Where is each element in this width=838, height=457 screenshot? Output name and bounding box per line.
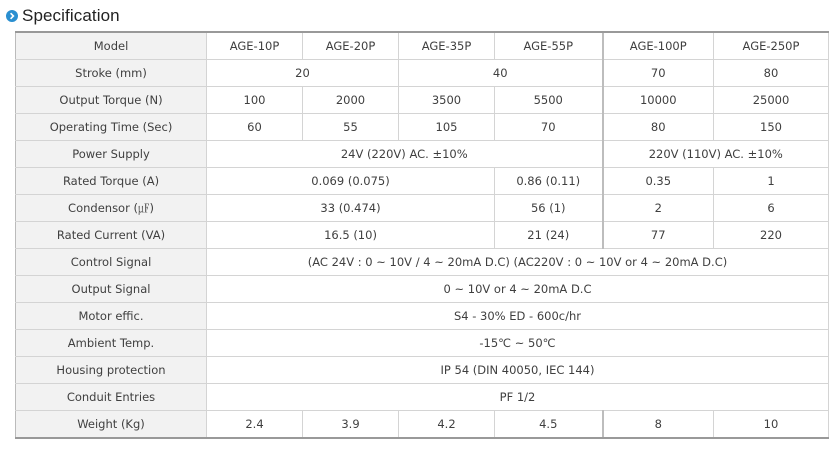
table-cell: -15℃ ~ 50℃	[207, 330, 829, 357]
row-label: Housing protection	[16, 357, 207, 384]
table-row	[16, 222, 829, 249]
table-cell: 70	[495, 114, 603, 141]
page-title: Specification	[22, 6, 120, 25]
table-cell: 0 ~ 10V or 4 ~ 20mA D.C	[207, 276, 829, 303]
table-row	[16, 32, 829, 60]
table-cell: 10000	[603, 87, 714, 114]
table-cell: 33 (0.474)	[207, 195, 495, 222]
table-cell: S4 - 30% ED - 600c/hr	[207, 303, 829, 330]
section-heading	[6, 5, 120, 27]
table-cell: 20	[207, 60, 399, 87]
table-row	[16, 384, 829, 411]
table-row	[16, 60, 829, 87]
row-label: Operating Time (Sec)	[16, 114, 207, 141]
table-cell: 0.86 (0.11)	[495, 168, 603, 195]
table-cell: 5500	[495, 87, 603, 114]
table-cell: 25000	[714, 87, 829, 114]
table-cell: 8	[603, 411, 714, 439]
table-row	[16, 87, 829, 114]
row-label: Stroke (mm)	[16, 60, 207, 87]
table-row	[16, 411, 829, 439]
row-label: Conduit Entries	[16, 384, 207, 411]
row-label: Output Signal	[16, 276, 207, 303]
table-cell: 55	[303, 114, 399, 141]
table-cell: 16.5 (10)	[207, 222, 495, 249]
table-cell: AGE-250P	[714, 32, 829, 60]
row-label: Ambient Temp.	[16, 330, 207, 357]
table-row	[16, 168, 829, 195]
table-cell: 100	[207, 87, 303, 114]
row-label: Weight (Kg)	[16, 411, 207, 439]
specification-table	[15, 31, 829, 439]
row-label: Motor effic.	[16, 303, 207, 330]
table-cell: 40	[399, 60, 603, 87]
table-cell: 10	[714, 411, 829, 439]
table-row	[16, 276, 829, 303]
table-cell: 2.4	[207, 411, 303, 439]
row-label: Model	[16, 32, 207, 60]
table-cell: AGE-35P	[399, 32, 495, 60]
chevron-right-circle-icon	[6, 10, 18, 22]
table-cell: 3.9	[303, 411, 399, 439]
table-cell: 60	[207, 114, 303, 141]
row-label: Rated Torque (A)	[16, 168, 207, 195]
row-label: Condensor (㎌)	[16, 195, 207, 222]
table-cell: 80	[603, 114, 714, 141]
table-cell: 105	[399, 114, 495, 141]
table-cell: 4.5	[495, 411, 603, 439]
table-row	[16, 357, 829, 384]
table-row	[16, 114, 829, 141]
row-label: Output Torque (N)	[16, 87, 207, 114]
table-cell: 2	[603, 195, 714, 222]
table-cell: PF 1/2	[207, 384, 829, 411]
table-cell: (AC 24V : 0 ~ 10V / 4 ~ 20mA D.C) (AC220V : 0 ~ 10V or 4 ~ 20mA D.C)	[207, 249, 829, 276]
row-label: Rated Current (VA)	[16, 222, 207, 249]
table-cell: 0.069 (0.075)	[207, 168, 495, 195]
table-cell: 24V (220V) AC. ±10%	[207, 141, 603, 168]
table-cell: 21 (24)	[495, 222, 603, 249]
table-row	[16, 141, 829, 168]
table-cell: 77	[603, 222, 714, 249]
row-label: Power Supply	[16, 141, 207, 168]
table-cell: AGE-10P	[207, 32, 303, 60]
table-cell: 1	[714, 168, 829, 195]
table-row	[16, 330, 829, 357]
table-row	[16, 249, 829, 276]
table-cell: 220V (110V) AC. ±10%	[603, 141, 829, 168]
table-cell: 4.2	[399, 411, 495, 439]
table-row	[16, 195, 829, 222]
table-cell: 56 (1)	[495, 195, 603, 222]
table-cell: 150	[714, 114, 829, 141]
table-cell: AGE-55P	[495, 32, 603, 60]
table-row	[16, 303, 829, 330]
row-label: Control Signal	[16, 249, 207, 276]
table-cell: AGE-100P	[603, 32, 714, 60]
table-cell: 80	[714, 60, 829, 87]
table-cell: 6	[714, 195, 829, 222]
table-cell: 220	[714, 222, 829, 249]
table-cell: AGE-20P	[303, 32, 399, 60]
table-cell: 0.35	[603, 168, 714, 195]
table-cell: 2000	[303, 87, 399, 114]
table-cell: IP 54 (DIN 40050, IEC 144)	[207, 357, 829, 384]
table-cell: 70	[603, 60, 714, 87]
table-cell: 3500	[399, 87, 495, 114]
